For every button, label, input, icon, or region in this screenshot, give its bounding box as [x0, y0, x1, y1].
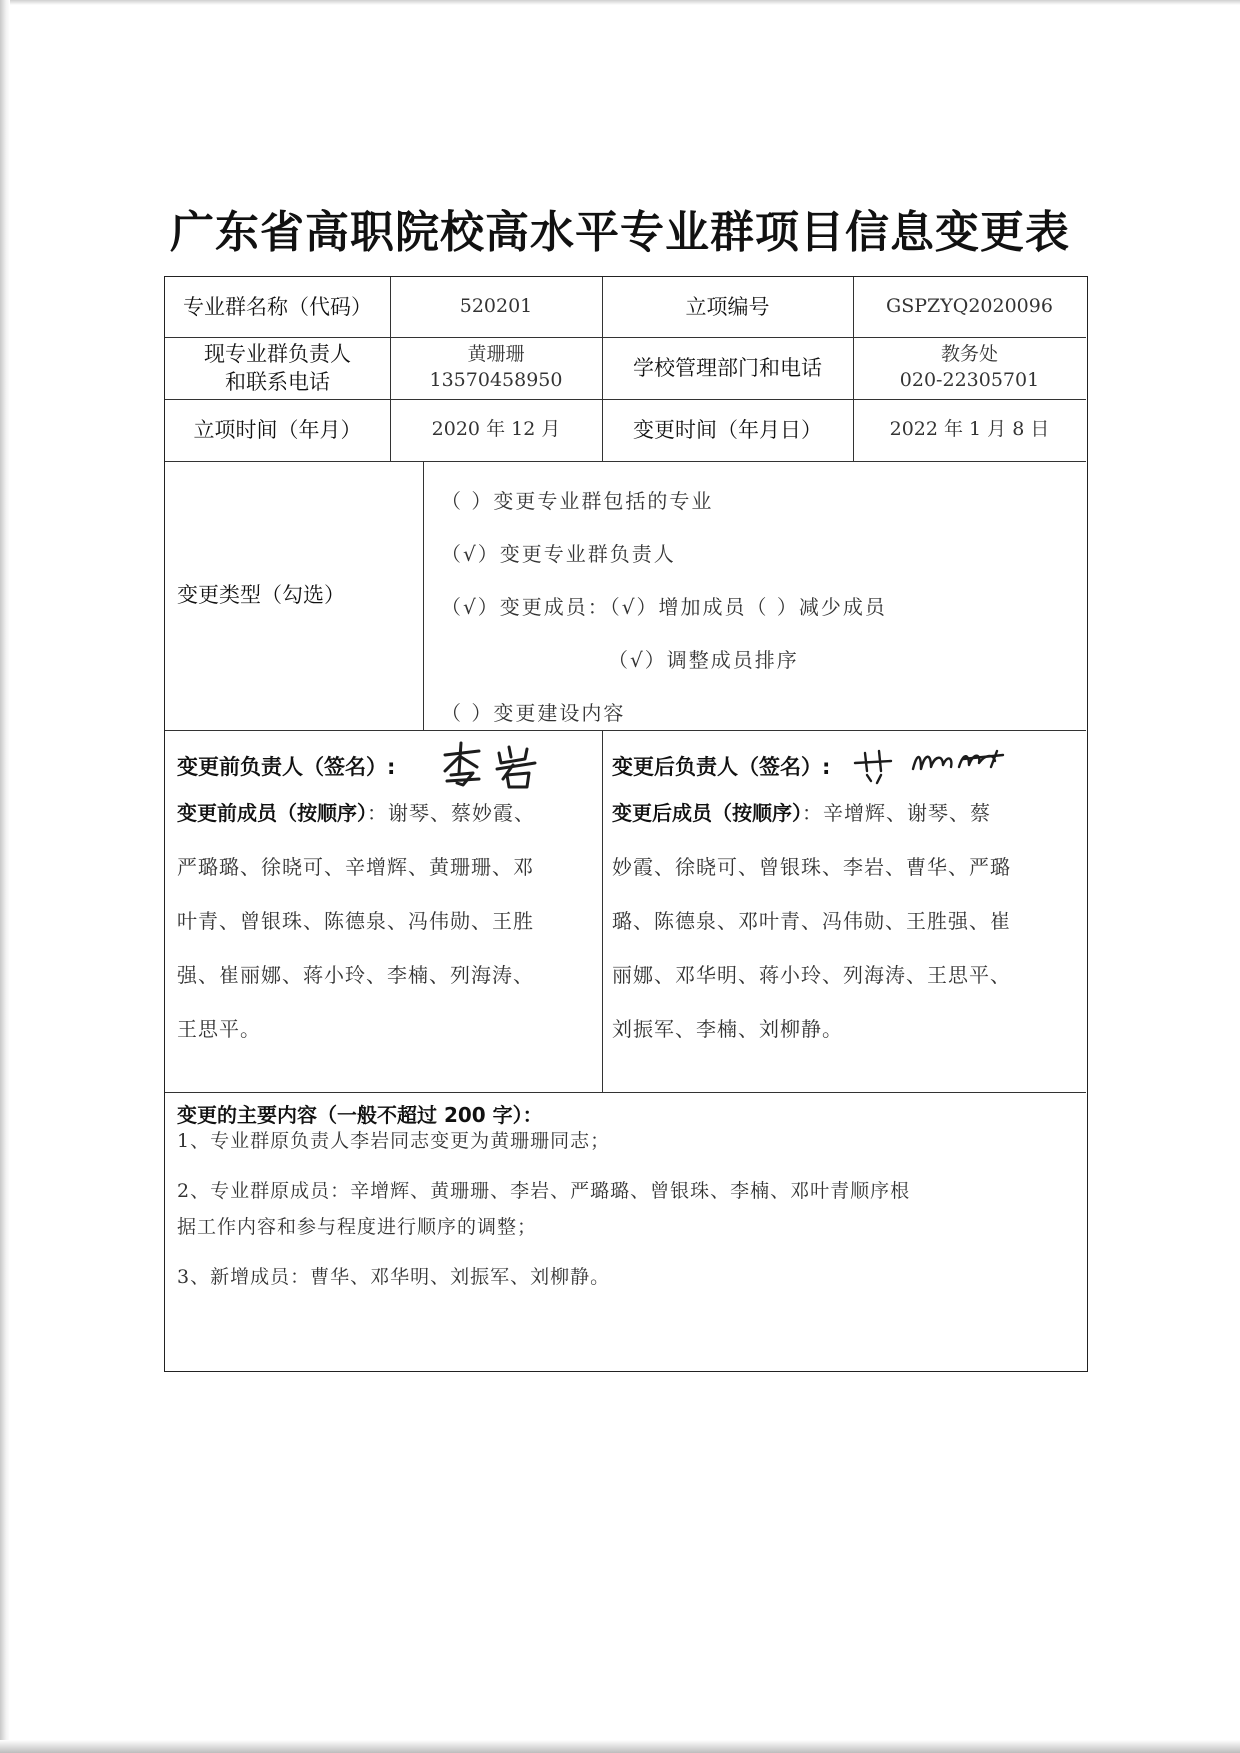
leader-label-line2: 和联系电话 [225, 370, 330, 394]
leader-value [390, 337, 602, 399]
dept-value [853, 337, 1086, 399]
leader-phone: 13570458950 [429, 369, 563, 391]
change-form-table [164, 276, 1088, 1372]
before-members-line-4: 强、崔丽娜、蒋小玲、李楠、列海涛、 [177, 963, 534, 987]
after-members-label: 变更后成员（按顺序） [612, 801, 802, 825]
document-title: 广东省高职院校高水平专业群项目信息变更表 [170, 207, 1070, 258]
after-members-line-3: 璐、陈德泉、邓叶青、冯伟勋、王胜强、崔 [612, 909, 1011, 933]
change-date-value: 2022 年 1 月 8 日 [889, 418, 1050, 441]
after-members-line-5: 刘振军、李楠、刘柳静。 [612, 1017, 843, 1041]
leader-name: 黄珊珊 [467, 343, 525, 366]
before-members-line-2: 严璐璐、徐晓可、辛增辉、黄珊珊、邓 [177, 855, 534, 879]
summary-item-3: 3、新增成员：曹华、邓华明、刘振军、刘柳静。 [177, 1266, 611, 1288]
leader-label [165, 337, 390, 399]
after-members-line-4: 丽娜、邓华明、蒋小玲、列海涛、王思平、 [612, 963, 1011, 987]
group-code-value: 520201 [459, 295, 533, 318]
dept-phone: 020-22305701 [899, 369, 1040, 391]
change-type-option-content: （ ）变更建设内容 [441, 701, 626, 725]
start-time-label: 立项时间（年月） [193, 417, 362, 442]
summary-item-2-line-1: 2、专业群原成员：辛增辉、黄珊珊、李岩、严璐璐、曾银珠、李楠、邓叶青顺序根 [177, 1180, 911, 1202]
scan-edge-top [0, 0, 1240, 5]
summary-heading: 变更的主要内容（一般不超过 200 字）： [177, 1103, 543, 1127]
scan-edge-bottom [0, 1740, 1240, 1753]
before-sign-label: 变更前负责人（签名）: [177, 755, 396, 779]
start-time-value: 2020 年 12 月 [431, 418, 561, 441]
before-members-line-5: 王思平。 [177, 1017, 261, 1041]
leader-label-line1: 现专业群负责人 [204, 341, 351, 366]
before-members [177, 786, 597, 1056]
change-type-option-order: （√）调整成员排序 [608, 648, 799, 672]
before-members-label: 变更前成员（按顺序） [177, 801, 367, 825]
summary-item-2 [177, 1173, 1077, 1245]
change-type-option-leader: （√）变更专业群负责人 [441, 542, 676, 566]
dept-label: 学校管理部门和电话 [633, 355, 822, 380]
after-members-line-2: 妙霞、徐晓可、曾银珠、李岩、曹华、严璐 [612, 855, 1011, 879]
after-sign-label: 变更后负责人（签名）: [612, 755, 831, 779]
change-type-option-majors: （ ）变更专业群包括的专业 [441, 489, 714, 513]
after-members-line-1: ：辛增辉、谢琴、蔡 [802, 801, 991, 825]
before-members-line-1: ：谢琴、蔡妙霞、 [367, 801, 535, 825]
after-members [612, 786, 1080, 1056]
dept-name: 教务处 [940, 343, 998, 366]
project-no-value: GSPZYQ2020096 [886, 295, 1053, 318]
before-members-line-3: 叶青、曾银珠、陈德泉、冯伟勋、王胜 [177, 909, 534, 933]
summary-item-2-line-2: 据工作内容和参与程度进行顺序的调整； [177, 1216, 538, 1238]
after-signature [851, 741, 1021, 787]
summary-item-1: 1、专业群原负责人李岩同志变更为黄珊珊同志； [177, 1130, 611, 1152]
project-no-label: 立项编号 [685, 294, 770, 319]
change-type-label: 变更类型（勾选） [177, 583, 345, 608]
scan-edge-left [0, 0, 10, 1753]
before-signature [437, 739, 567, 791]
group-name-label: 专业群名称（代码） [183, 294, 372, 319]
change-type-option-members: （√）变更成员：（√）增加成员（ ）减少成员 [441, 595, 887, 619]
change-date-label: 变更时间（年月日） [633, 417, 822, 442]
